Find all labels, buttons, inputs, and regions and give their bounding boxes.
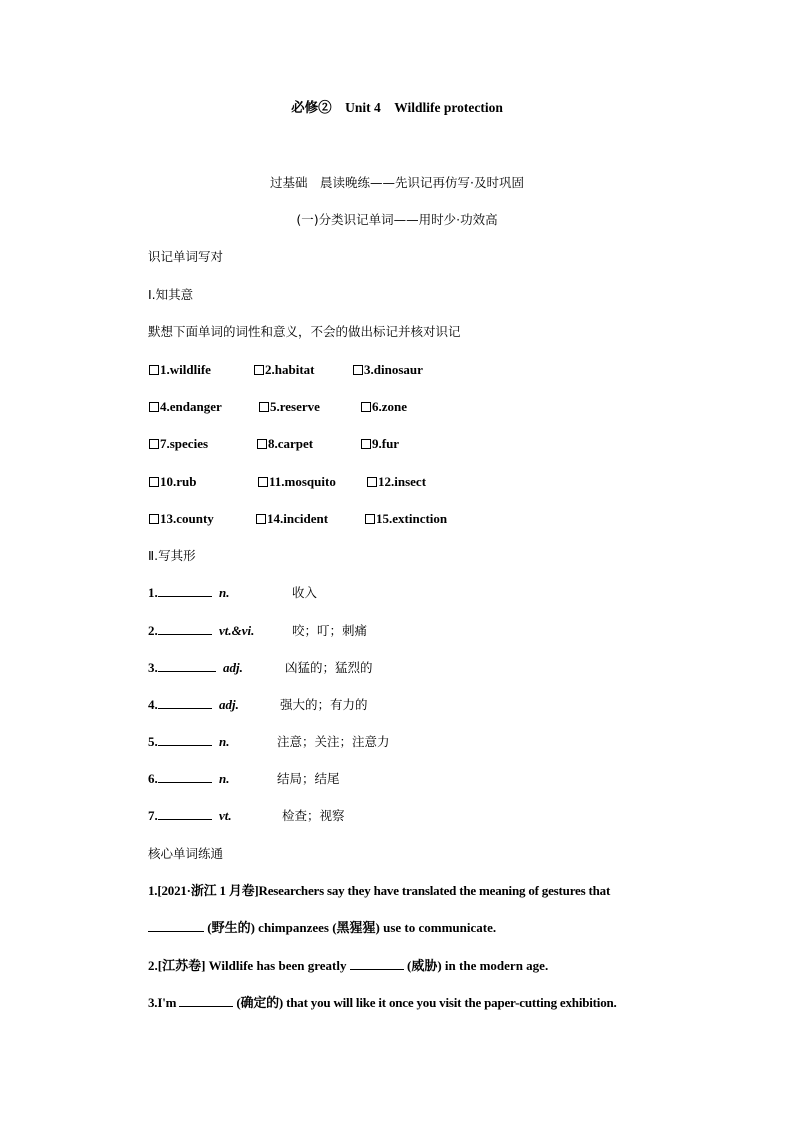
word-item[interactable] bbox=[365, 511, 447, 527]
answer-blank[interactable] bbox=[158, 808, 212, 820]
word-item[interactable] bbox=[149, 399, 222, 415]
answer-blank[interactable] bbox=[179, 995, 233, 1007]
word-item[interactable] bbox=[149, 436, 208, 452]
list-item bbox=[148, 808, 232, 824]
list-item bbox=[148, 660, 243, 676]
list-item bbox=[148, 697, 239, 713]
checkbox-icon[interactable] bbox=[149, 514, 159, 524]
list-item bbox=[148, 771, 229, 787]
hint-text: (威胁) bbox=[407, 958, 442, 973]
word-label: 4.endanger bbox=[160, 399, 222, 414]
hint-text: (确定的) bbox=[236, 995, 284, 1010]
word-item[interactable] bbox=[256, 511, 328, 527]
checkbox-icon[interactable] bbox=[367, 477, 377, 487]
question-2 bbox=[148, 958, 548, 974]
subtitle-foundation: 过基础 晨读晚练——先识记再仿写·及时巩固 bbox=[270, 175, 524, 190]
answer-blank[interactable] bbox=[158, 623, 212, 635]
checkbox-icon[interactable] bbox=[149, 477, 159, 487]
checkbox-icon[interactable] bbox=[149, 365, 159, 375]
word-item[interactable] bbox=[367, 474, 426, 490]
word-item[interactable] bbox=[149, 362, 211, 378]
word-item[interactable] bbox=[258, 474, 336, 490]
answer-blank[interactable] bbox=[350, 958, 404, 970]
answer-blank[interactable] bbox=[158, 697, 212, 709]
page-title: 必修② Unit 4 Wildlife protection bbox=[291, 100, 503, 115]
word-meaning: 强大的；有力的 bbox=[280, 697, 368, 712]
word-meaning: 检查；视察 bbox=[282, 808, 345, 823]
checkbox-icon[interactable] bbox=[149, 402, 159, 412]
item-number: 1. bbox=[148, 585, 158, 600]
part-of-speech: n. bbox=[219, 771, 230, 786]
part-of-speech: vt.&vi. bbox=[219, 623, 255, 638]
subtitle-vocab: (一)分类识记单词——用时少·功效高 bbox=[296, 212, 498, 227]
word-label: 6.zone bbox=[372, 399, 408, 414]
word-item[interactable] bbox=[361, 399, 407, 415]
hint-text: (野生的) bbox=[207, 920, 255, 935]
word-item[interactable] bbox=[149, 511, 214, 527]
checkbox-icon[interactable] bbox=[361, 439, 371, 449]
item-number: 3. bbox=[148, 660, 158, 675]
word-item[interactable] bbox=[353, 362, 423, 378]
word-label: 7.species bbox=[160, 436, 209, 451]
question-3 bbox=[148, 995, 617, 1011]
word-label: 13.county bbox=[160, 511, 214, 526]
word-label: 14.incident bbox=[267, 511, 329, 526]
word-label: 5.reserve bbox=[270, 399, 320, 414]
question-text: 3.I'm bbox=[148, 995, 177, 1010]
checkbox-icon[interactable] bbox=[259, 402, 269, 412]
word-item[interactable] bbox=[361, 436, 399, 452]
word-meaning: 收入 bbox=[292, 585, 318, 600]
list-item bbox=[148, 734, 229, 750]
part-of-speech: n. bbox=[219, 585, 230, 600]
part2-heading: Ⅱ.写其形 bbox=[148, 548, 196, 563]
question-1-line-1: 1.[2021·浙江 1 月卷]Researchers say they have translated the meaning of gestures that bbox=[148, 883, 611, 898]
part-of-speech: adj. bbox=[223, 660, 243, 675]
list-item bbox=[148, 623, 254, 639]
part-of-speech: n. bbox=[219, 734, 230, 749]
answer-blank[interactable] bbox=[148, 920, 204, 932]
part-of-speech: vt. bbox=[219, 808, 232, 823]
word-label: 1.wildlife bbox=[160, 362, 211, 377]
checkbox-icon[interactable] bbox=[258, 477, 268, 487]
word-label: 11.mosquito bbox=[269, 474, 336, 489]
word-meaning: 咬；叮；刺痛 bbox=[292, 623, 368, 638]
item-number: 2. bbox=[148, 623, 158, 638]
answer-blank[interactable] bbox=[158, 771, 212, 783]
word-label: 10.rub bbox=[160, 474, 197, 489]
list-item bbox=[148, 585, 229, 601]
answer-blank[interactable] bbox=[158, 660, 216, 672]
checkbox-icon[interactable] bbox=[254, 365, 264, 375]
checkbox-icon[interactable] bbox=[256, 514, 266, 524]
question-text: 2.[江苏卷] Wildlife has been greatly bbox=[148, 958, 347, 973]
word-label: 12.insect bbox=[378, 474, 427, 489]
checkbox-icon[interactable] bbox=[257, 439, 267, 449]
word-item[interactable] bbox=[259, 399, 320, 415]
word-meaning: 凶猛的；猛烈的 bbox=[285, 660, 373, 675]
answer-blank[interactable] bbox=[158, 734, 212, 746]
word-label: 9.fur bbox=[372, 436, 400, 451]
checkbox-icon[interactable] bbox=[353, 365, 363, 375]
word-item[interactable] bbox=[149, 474, 196, 490]
item-number: 6. bbox=[148, 771, 158, 786]
practice-heading: 核心单词练通 bbox=[148, 846, 224, 861]
question-text: chimpanzees (黑猩猩) use to communicate. bbox=[258, 920, 497, 935]
section-label: 识记单词写对 bbox=[148, 249, 224, 264]
question-text: that you will like it once you visit the paper-cutting exhibition. bbox=[286, 995, 617, 1010]
question-text: in the modern age. bbox=[444, 958, 549, 973]
word-label: 8.carpet bbox=[268, 436, 314, 451]
word-label: 3.dinosaur bbox=[364, 362, 423, 377]
word-meaning: 注意；关注；注意力 bbox=[277, 734, 390, 749]
checkbox-icon[interactable] bbox=[149, 439, 159, 449]
answer-blank[interactable] bbox=[158, 585, 212, 597]
part1-heading: Ⅰ.知其意 bbox=[148, 287, 194, 302]
item-number: 4. bbox=[148, 697, 158, 712]
item-number: 7. bbox=[148, 808, 158, 823]
item-number: 5. bbox=[148, 734, 158, 749]
word-meaning: 结局；结尾 bbox=[277, 771, 340, 786]
word-item[interactable] bbox=[254, 362, 314, 378]
checkbox-icon[interactable] bbox=[365, 514, 375, 524]
word-label: 15.extinction bbox=[376, 511, 448, 526]
word-label: 2.habitat bbox=[265, 362, 315, 377]
question-1-line-2 bbox=[148, 920, 496, 936]
part-of-speech: adj. bbox=[219, 697, 239, 712]
checkbox-icon[interactable] bbox=[361, 402, 371, 412]
word-item[interactable] bbox=[257, 436, 313, 452]
part1-instruction: 默想下面单词的词性和意义，不会的做出标记并核对识记 bbox=[148, 324, 461, 339]
